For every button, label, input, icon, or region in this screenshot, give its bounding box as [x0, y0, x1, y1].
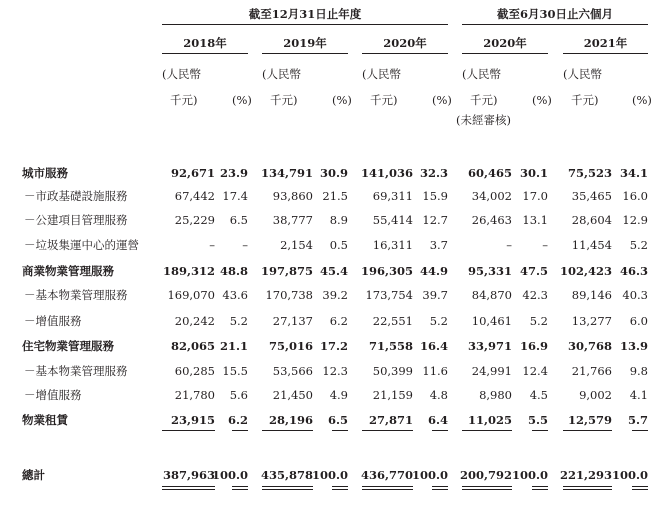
subtotal-rule: [332, 430, 348, 431]
total-double-rule: [362, 486, 413, 490]
amount-cell: 12,579: [567, 413, 612, 427]
total-double-rule: [432, 486, 448, 490]
year-rule: [162, 53, 248, 54]
percent-cell: 16.0: [622, 189, 648, 203]
percent-cell: 5.7: [627, 413, 648, 427]
percent-cell: 12.3: [322, 364, 348, 378]
percent-cell: 40.3: [622, 288, 648, 302]
currency-unit-label: 千元): [470, 93, 498, 107]
amount-cell: 30,768: [567, 339, 612, 353]
currency-unit-label: (人民幣: [563, 67, 602, 81]
percent-cell: 4.8: [429, 388, 448, 402]
percent-cell: 6.4: [427, 413, 448, 427]
category-row-label: 住宅物業管理服務: [22, 339, 114, 353]
subtotal-rule: [532, 430, 548, 431]
percent-unit-label: (%): [432, 93, 452, 107]
subtotal-rule: [232, 430, 248, 431]
amount-cell: 67,442: [174, 189, 215, 203]
currency-unit-label: (人民幣: [462, 67, 501, 81]
percent-cell: 23.9: [219, 166, 248, 180]
percent-cell: 44.9: [419, 264, 448, 278]
percent-cell: 11.6: [422, 364, 448, 378]
amount-cell: 134,791: [260, 166, 313, 180]
amount-cell: 10,461: [471, 314, 512, 328]
amount-cell: 23,915: [170, 413, 215, 427]
amount-cell: 28,604: [571, 213, 612, 227]
total-percent-cell: 100.0: [211, 468, 248, 482]
subcategory-row-label: －基本物業管理服務: [24, 364, 128, 378]
percent-cell: 39.2: [322, 288, 348, 302]
amount-cell: 82,065: [170, 339, 215, 353]
total-double-rule: [332, 486, 348, 490]
amount-cell: 75,016: [268, 339, 313, 353]
total-percent-cell: 100.0: [311, 468, 348, 482]
amount-cell: 11,454: [571, 238, 612, 252]
amount-cell: 22,551: [372, 314, 413, 328]
amount-cell: 75,523: [567, 166, 612, 180]
total-double-rule: [462, 486, 512, 490]
percent-cell: 0.5: [329, 238, 348, 252]
subtotal-rule: [262, 430, 313, 431]
amount-cell: 24,991: [471, 364, 512, 378]
category-row-label: 城市服務: [22, 166, 68, 180]
amount-cell: 21,780: [174, 388, 215, 402]
percent-cell: 32.3: [419, 166, 448, 180]
year-rule: [462, 53, 548, 54]
amount-cell: 95,331: [467, 264, 512, 278]
category-row-label: 物業租賃: [22, 413, 68, 427]
amount-cell: 60,285: [174, 364, 215, 378]
percent-cell: 4.5: [529, 388, 548, 402]
amount-cell: 141,036: [360, 166, 413, 180]
percent-unit-label: (%): [632, 93, 652, 107]
percent-cell: 46.3: [619, 264, 648, 278]
percent-cell: 15.5: [222, 364, 248, 378]
percent-cell: 6.2: [329, 314, 348, 328]
subtotal-rule: [563, 430, 612, 431]
total-amount-cell: 221,293: [559, 468, 612, 482]
group-header-year-end: 截至12月31日止年度: [248, 7, 362, 21]
year-rule: [563, 53, 648, 54]
amount-cell: 102,423: [559, 264, 612, 278]
total-double-rule: [563, 486, 612, 490]
amount-cell: 170,738: [265, 288, 313, 302]
subcategory-row-label: －公建項目管理服務: [24, 213, 128, 227]
amount-cell: 21,450: [272, 388, 313, 402]
percent-cell: 8.9: [329, 213, 348, 227]
currency-unit-label: 千元): [370, 93, 398, 107]
amount-cell: 11,025: [467, 413, 512, 427]
percent-cell: 21.5: [322, 189, 348, 203]
group-rule-six-months: [462, 24, 648, 25]
amount-cell: 71,558: [368, 339, 413, 353]
total-double-rule: [262, 486, 313, 490]
amount-cell: 25,229: [174, 213, 215, 227]
subtotal-rule: [462, 430, 512, 431]
percent-cell: 17.0: [522, 189, 548, 203]
percent-unit-label: (%): [332, 93, 352, 107]
subcategory-row-label: －增值服務: [24, 314, 82, 328]
percent-cell: 4.1: [629, 388, 648, 402]
percent-cell: 48.8: [219, 264, 248, 278]
percent-cell: 5.2: [629, 238, 648, 252]
subcategory-row-label: －增值服務: [24, 388, 82, 402]
subcategory-row-label: －垃圾集運中心的運營: [24, 238, 139, 252]
percent-cell: 5.2: [429, 314, 448, 328]
amount-cell: 60,465: [467, 166, 512, 180]
percent-cell: 16.9: [519, 339, 548, 353]
amount-cell: 27,137: [272, 314, 313, 328]
amount-cell: 92,671: [170, 166, 215, 180]
total-amount-cell: 436,770: [360, 468, 413, 482]
percent-cell: 30.1: [519, 166, 548, 180]
currency-unit-label: (人民幣: [162, 67, 201, 81]
amount-cell: 21,159: [372, 388, 413, 402]
total-percent-cell: 100.0: [411, 468, 448, 482]
amount-cell: 35,465: [571, 189, 612, 203]
percent-cell: 34.1: [619, 166, 648, 180]
percent-cell: 13.1: [522, 213, 548, 227]
amount-cell: 38,777: [272, 213, 313, 227]
year-header: 2020年: [383, 36, 427, 50]
percent-cell: 3.7: [429, 238, 448, 252]
amount-cell: 55,414: [372, 213, 413, 227]
percent-cell: 17.2: [319, 339, 348, 353]
subcategory-row-label: －基本物業管理服務: [24, 288, 128, 302]
currency-unit-label: 千元): [571, 93, 599, 107]
amount-cell: 89,146: [571, 288, 612, 302]
amount-cell: 197,875: [260, 264, 313, 278]
percent-cell: –: [542, 238, 548, 252]
group-rule-year-end: [162, 24, 448, 25]
currency-unit-label: 千元): [170, 93, 198, 107]
amount-cell: 26,463: [471, 213, 512, 227]
amount-cell: 84,870: [471, 288, 512, 302]
subtotal-rule: [162, 430, 215, 431]
amount-cell: 27,871: [368, 413, 413, 427]
percent-cell: 30.9: [319, 166, 348, 180]
amount-cell: 13,277: [571, 314, 612, 328]
percent-cell: 13.9: [619, 339, 648, 353]
total-double-rule: [532, 486, 548, 490]
percent-cell: 17.4: [222, 189, 248, 203]
percent-cell: 21.1: [219, 339, 248, 353]
percent-cell: 6.0: [629, 314, 648, 328]
amount-cell: 53,566: [272, 364, 313, 378]
unaudited-label: (未經審核): [456, 113, 511, 127]
amount-cell: 69,311: [372, 189, 413, 203]
percent-unit-label: (%): [532, 93, 552, 107]
percent-cell: 9.8: [629, 364, 648, 378]
total-percent-cell: 100.0: [511, 468, 548, 482]
percent-cell: 43.6: [222, 288, 248, 302]
year-header: 2018年: [183, 36, 227, 50]
amount-cell: 21,766: [571, 364, 612, 378]
percent-cell: 12.9: [622, 213, 648, 227]
amount-cell: 9,002: [579, 388, 612, 402]
total-row-label: 總計: [22, 468, 45, 482]
percent-cell: 5.6: [229, 388, 248, 402]
category-row-label: 商業物業管理服務: [22, 264, 114, 278]
percent-cell: 47.5: [519, 264, 548, 278]
total-amount-cell: 435,878: [260, 468, 313, 482]
amount-cell: 173,754: [365, 288, 413, 302]
amount-cell: 169,070: [167, 288, 215, 302]
percent-cell: 16.4: [419, 339, 448, 353]
percent-cell: 5.2: [229, 314, 248, 328]
percent-unit-label: (%): [232, 93, 252, 107]
total-double-rule: [232, 486, 248, 490]
amount-cell: 34,002: [471, 189, 512, 203]
percent-cell: 5.2: [529, 314, 548, 328]
amount-cell: 33,971: [467, 339, 512, 353]
amount-cell: –: [209, 238, 215, 252]
amount-cell: 93,860: [272, 189, 313, 203]
percent-cell: 6.2: [227, 413, 248, 427]
year-header: 2020年: [483, 36, 527, 50]
amount-cell: 20,242: [174, 314, 215, 328]
amount-cell: 50,399: [372, 364, 413, 378]
year-header: 2019年: [283, 36, 327, 50]
amount-cell: 16,311: [372, 238, 413, 252]
year-rule: [262, 53, 348, 54]
total-amount-cell: 387,963: [162, 468, 215, 482]
total-percent-cell: 100.0: [611, 468, 648, 482]
subcategory-row-label: －市政基礎設施服務: [24, 189, 128, 203]
percent-cell: 6.5: [327, 413, 348, 427]
amount-cell: 196,305: [360, 264, 413, 278]
total-double-rule: [632, 486, 648, 490]
percent-cell: 5.5: [527, 413, 548, 427]
total-amount-cell: 200,792: [459, 468, 512, 482]
percent-cell: 12.4: [522, 364, 548, 378]
percent-cell: 4.9: [329, 388, 348, 402]
percent-cell: 6.5: [229, 213, 248, 227]
percent-cell: 42.3: [522, 288, 548, 302]
subtotal-rule: [432, 430, 448, 431]
percent-cell: –: [242, 238, 248, 252]
subtotal-rule: [632, 430, 648, 431]
group-header-six-months: 截至6月30日止六個月: [496, 7, 613, 21]
percent-cell: 39.7: [422, 288, 448, 302]
currency-unit-label: 千元): [270, 93, 298, 107]
year-rule: [362, 53, 448, 54]
currency-unit-label: (人民幣: [362, 67, 401, 81]
amount-cell: 28,196: [268, 413, 313, 427]
amount-cell: 8,980: [479, 388, 512, 402]
currency-unit-label: (人民幣: [262, 67, 301, 81]
total-double-rule: [162, 486, 215, 490]
percent-cell: 15.9: [422, 189, 448, 203]
year-header: 2021年: [583, 36, 628, 50]
percent-cell: 45.4: [319, 264, 348, 278]
amount-cell: –: [506, 238, 512, 252]
amount-cell: 2,154: [280, 238, 313, 252]
subtotal-rule: [362, 430, 413, 431]
percent-cell: 12.7: [422, 213, 448, 227]
amount-cell: 189,312: [162, 264, 215, 278]
